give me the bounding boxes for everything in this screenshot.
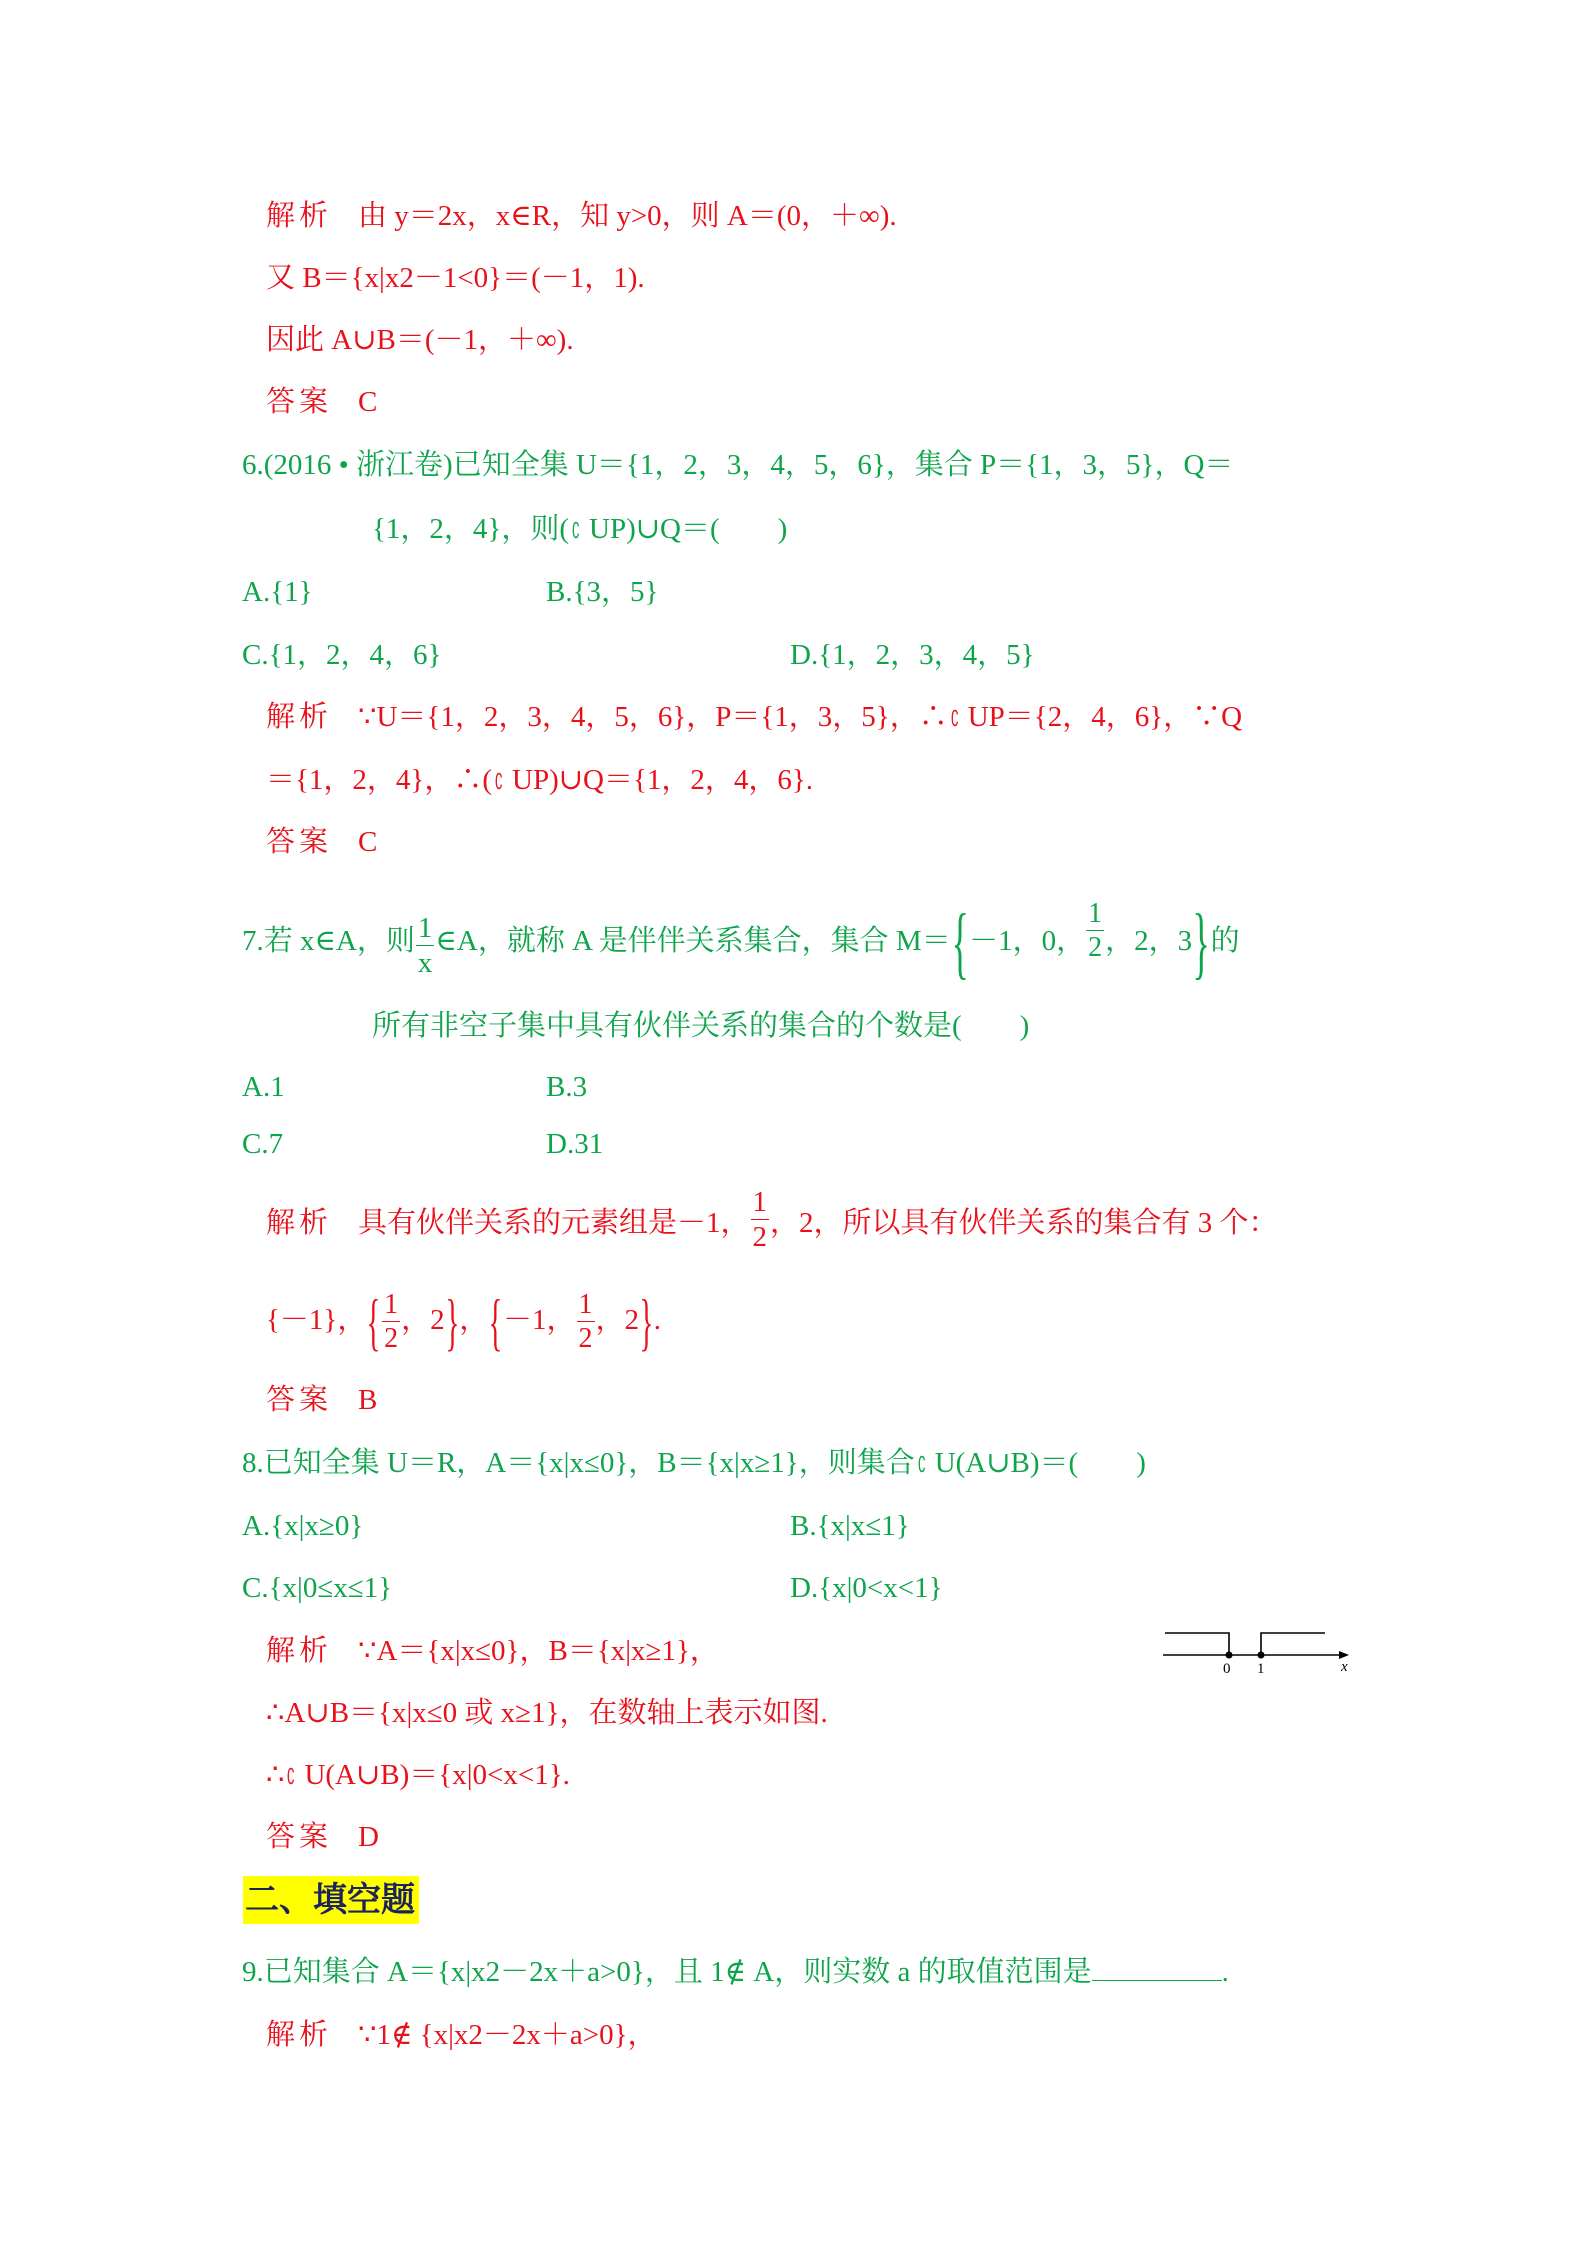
q7-stem-line2: 所有非空子集中具有伙伴关系的集合的个数是( ) (372, 1010, 1030, 1042)
answer-label: 答案 (266, 1821, 333, 1853)
q8-answer (266, 1817, 379, 1857)
q6-solution-line2: ＝{1，2，4}，∴( ∁ UP)∪Q＝{1，2，4，6}. (266, 760, 813, 803)
tick-label-0: 0 (1223, 1661, 1231, 1677)
answer-value: C (358, 826, 378, 858)
right-brace-icon: } (639, 1286, 654, 1358)
right-brace-icon: } (1192, 899, 1211, 988)
q6-stem-line2: {1，2，4}，则( ∁ UP)∪Q＝( ) (372, 509, 787, 552)
answer-value: B (358, 1384, 378, 1416)
complement-icon: ∁ (950, 707, 959, 732)
q6-answer (266, 822, 377, 862)
complement-icon: ∁ (917, 1453, 926, 1478)
fraction-1-over-2: $\frac{1}{2}$ (578, 1289, 593, 1355)
answer-label: 答案 (266, 826, 333, 858)
q7-option-c: C.7 (242, 1128, 284, 1160)
answer-value: C (358, 386, 378, 418)
complement-icon: ∁ (287, 1765, 296, 1790)
answer-value: D (358, 1821, 379, 1853)
q5-solution-line3: 因此 A∪B＝(－1，＋∞). (266, 324, 574, 356)
fraction-1-over-2: $\frac{1}{2}$ (384, 1289, 399, 1355)
q7-option-a: A.1 (242, 1071, 285, 1103)
q5-solution-line1: 解析 由 y＝2x，x∈R，知 y>0，则 A＝(0，＋∞). (266, 200, 897, 232)
answer-blank[interactable] (1092, 1952, 1222, 1981)
q5-answer (266, 382, 377, 422)
q5-solution-line2: 又 B＝{x|x2－1<0}＝(－1，1). (266, 262, 645, 294)
complement-icon: ∁ (571, 519, 581, 544)
q7-answer (266, 1380, 377, 1420)
section-heading-fill-in-blank: 二、填空题 (243, 1876, 419, 1924)
answer-label: 答案 (266, 386, 333, 418)
right-brace-icon: } (445, 1286, 459, 1358)
q8-option-d: D.{x|0<x<1} (790, 1572, 943, 1604)
tick-label-1: 1 (1257, 1661, 1265, 1677)
q6-option-b: B.{3，5} (546, 576, 659, 608)
q7-option-d: D.31 (546, 1128, 604, 1160)
q6-option-d: D.{1，2，3，4，5} (790, 639, 1035, 671)
fraction-1-over-2: $\frac{1}{2}$ (1088, 898, 1103, 963)
q8-option-c: C.{x|0≤x≤1} (242, 1572, 393, 1604)
q7-solution-line1: 解析 具有伙伴关系的元素组是－1， $\frac{1}{2}$ ，2，所以具有伙伴关系的集合有 3 个： (266, 1186, 1278, 1253)
fraction-1-over-2: $\frac{1}{2}$ (752, 1186, 768, 1253)
q6-option-a: A.{1} (242, 576, 313, 608)
answer-label: 答案 (266, 1384, 333, 1416)
complement-icon: ∁ (494, 770, 504, 795)
q7-stem-line1: 7.若 x∈A，则 $\frac{1}{x}$ ∈A，就称 A 是伴伴关系集合，集合 M＝{－1，0， $\frac{1}{2}$ ，2，3}的 (242, 898, 1240, 988)
q7-option-b: B.3 (546, 1071, 588, 1103)
fraction-1-over-x: $\frac{1}{x}$ (417, 912, 433, 979)
q8-solution-line2: ∴A∪B＝{x|x≤0 或 x≥1}，在数轴上表示如图. (266, 1697, 828, 1729)
solution-label: 解析 (266, 2019, 333, 2051)
solution-label: 解析 (266, 1635, 333, 1667)
q8-option-b: B.{x|x≤1} (790, 1510, 910, 1542)
q6-solution-line1: 解析 ∵U＝{1，2，3，4，5，6}，P＝{1，3，5}，∴ ∁ UP＝{2，4，6}，∵Q (266, 697, 1242, 740)
left-brace-icon: { (951, 899, 969, 988)
q6-stem-line1: 6.(2016 • 浙江卷)已知全集 U＝{1，2，3，4，5，6}，集合 P＝{1，3，5}，Q＝ (242, 449, 1234, 481)
axis-label-x: x (1341, 1659, 1348, 1675)
left-brace-icon: { (488, 1286, 503, 1358)
q6-option-c: C.{1，2，4，6} (242, 639, 442, 671)
solution-label: 解析 (266, 701, 333, 733)
q9-solution-line1: 解析 ∵1∉ {x|x2－2x＋a>0}， (266, 2019, 657, 2051)
solution-label: 解析 (266, 200, 333, 232)
q8-solution-line3: ∴ ∁ U(A∪B)＝{x|0<x<1}. (266, 1755, 570, 1798)
solution-label: 解析 (266, 1207, 333, 1239)
number-line-figure (1163, 1625, 1353, 1693)
q8-solution-line1: 解析 ∵A＝{x|x≤0}，B＝{x|x≥1}， (266, 1635, 719, 1667)
q8-stem: 8.已知全集 U＝R，A＝{x|x≤0}，B＝{x|x≥1}，则集合 ∁ U(A∪B)＝( ) (242, 1443, 1146, 1486)
q7-solution-line2: {－1}，{ $\frac{1}{2}$ ，2}，{－1， $\frac{1}{2}$ ，2}. (266, 1286, 662, 1358)
q9-stem: 9.已知集合 A＝{x|x2－2x＋a>0}，且 1∉ A，则实数 a 的取值范围是 . (242, 1952, 1229, 1992)
q8-option-a: A.{x|x≥0} (242, 1510, 364, 1542)
left-brace-icon: { (366, 1286, 381, 1358)
